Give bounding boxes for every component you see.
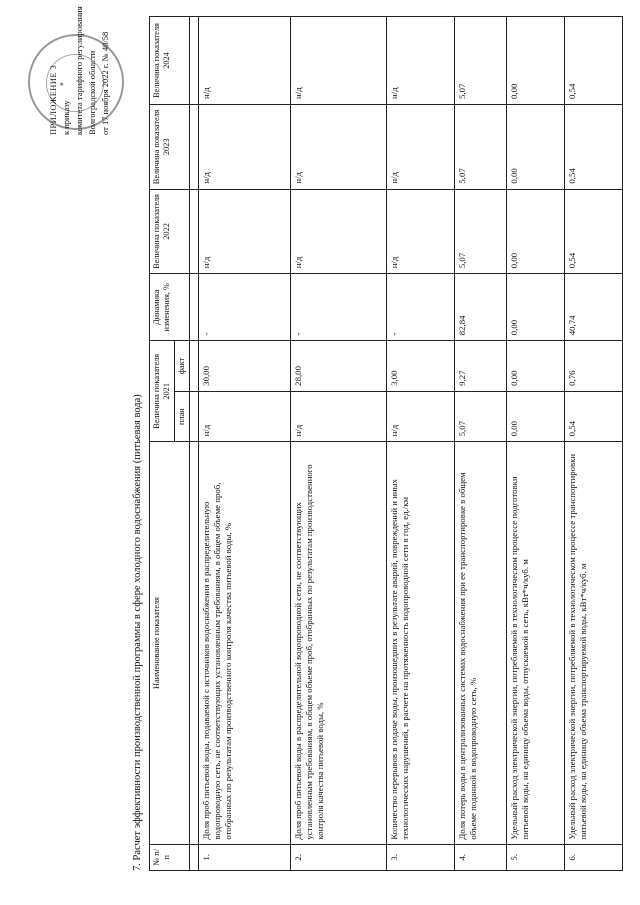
dynamics-value: - [199,274,291,341]
value-2024: н/д [387,17,455,105]
appendix-line-2: комитета тарифного регулирования [74,6,84,135]
table-row [199,17,291,871]
value-2023: 0,54 [565,104,623,189]
dynamics-value: 0,00 [507,274,565,341]
value-2023: н/д [291,104,387,189]
value-2021-plan: 0,00 [507,391,565,442]
value-2021-fact: 28,00 [291,341,387,392]
value-2024: н/д [199,17,291,105]
value-2021-plan: н/д [291,391,387,442]
dynamics-value: 40,74 [565,274,623,341]
efficiency-table [149,16,623,871]
row-number: 3. [387,844,455,870]
header-value-2022: Величина показателя 2022 [150,189,190,274]
value-2023: 0,00 [507,104,565,189]
indicator-name: Доля проб питьевой воды в распределительной водопроводной сети, не соответствующих установленным требованиям, в общем объеме проб, отобранных по результатам производственного контроля качества питьевой воды, % [291,442,387,844]
value-2021-plan: н/д [387,391,455,442]
value-2024: 5,07 [455,17,507,105]
table-row [387,17,455,871]
indicator-name: Доля потерь воды в централизованных системах водоснабжения при ее транспортировке в общем объеме поданной в водопроводную сеть, % [455,442,507,844]
stamp-emblem: ◆ [60,82,65,86]
appendix-line-4: от 17 ноября 2022 г. № 40/58 [100,31,110,135]
value-2022: 5,07 [455,189,507,274]
value-2021-fact: 0,00 [507,341,565,392]
value-2022: 0,54 [565,189,623,274]
value-2021-plan: 0,54 [565,391,623,442]
value-2024: 0,00 [507,17,565,105]
appendix-title: ПРИЛОЖЕНИЕ 3 [48,64,58,135]
header-name: Наименование показателя [150,442,190,844]
value-2023: н/д [387,104,455,189]
value-2022: 0,00 [507,189,565,274]
row-number: 5. [507,844,565,870]
table-row [565,17,623,871]
value-2024: н/д [291,17,387,105]
table-row [455,17,507,871]
header-value-2024: Величина показателя 2024 [150,17,190,105]
header-value-2023: Величина показателя 2023 [150,104,190,189]
value-2021-fact: 0,76 [565,341,623,392]
value-2024: 0,54 [565,17,623,105]
row-number: 1. [199,844,291,870]
dynamics-value: - [387,274,455,341]
indicator-name: Количество перерывов в подаче воды, произошедших в результате аварий, повреждений и иных технологических нарушений, в расчете на протяженность водопроводной сети в год, ед./км [387,442,455,844]
value-2021-plan: 5,07 [455,391,507,442]
value-2021-fact: 30,00 [199,341,291,392]
appendix-block [47,0,112,135]
value-2021-fact: 9,27 [455,341,507,392]
header-dynamics: Динамика изменения, % [150,274,190,341]
table-row [507,17,565,871]
table-row [291,17,387,871]
value-2023: н/д [199,104,291,189]
value-2021-plan: н/д [199,391,291,442]
row-number: 4. [455,844,507,870]
indicator-name: Доля проб питьевой воды, подаваемой с источников водоснабжения в распределительную водопроводную сеть, не соответствующих установленным требованиям, в общем объеме проб, отобранных по результатам производственного контроля качества питьевой воды, % [199,442,291,844]
indicator-name: Удельный расход электрической энергии, потребляемой в технологическом процессе транспортировки питьевой воды, на единицу объема транспортируемой воды, кВт*ч/куб. м [565,442,623,844]
value-2023: 5,07 [455,104,507,189]
appendix-line-3: Волгоградской области [87,50,97,135]
header-fact: факт [175,341,190,392]
column-numbering-row [190,17,199,871]
document-title: 7. Расчет эффективности производственной программы в сфере холодного водоснабжения (питьевая вода) [132,394,143,871]
value-2022: н/д [199,189,291,274]
value-2021-fact: 3,00 [387,341,455,392]
row-number: 2. [291,844,387,870]
row-number: 6. [565,844,623,870]
dynamics-value: - [291,274,387,341]
header-value-2021: Величина показателя 2021 [150,341,175,442]
value-2022: н/д [291,189,387,274]
header-num: № п/п [150,844,190,870]
appendix-line-1: к приказу [61,100,71,135]
value-2022: н/д [387,189,455,274]
dynamics-value: 82,84 [455,274,507,341]
indicator-name: Удельный расход электрической энергии, потребляемой в технологическом процессе подготовки питьевой воды, на единицу объема воды, отпускаемой в сеть, кВт*ч/куб. м [507,442,565,844]
header-plan: план [175,391,190,442]
